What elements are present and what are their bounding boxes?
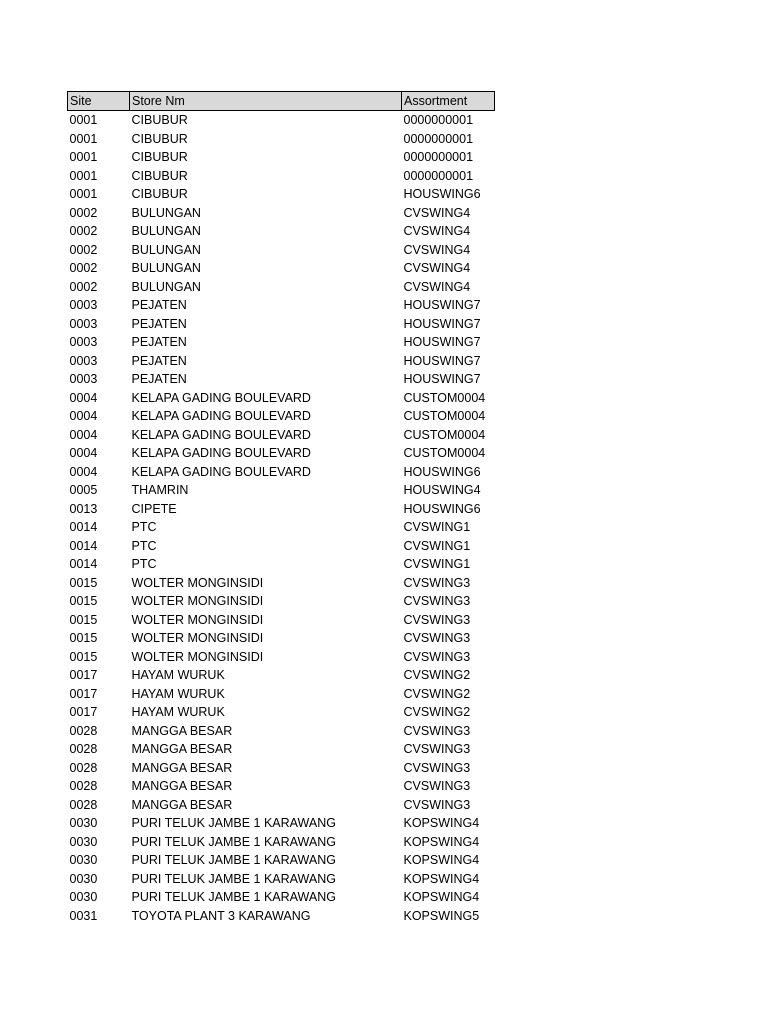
site-cell: 0002 [69, 242, 98, 257]
site-cell: 0003 [69, 353, 98, 368]
table-row [68, 222, 495, 241]
assortment-cell: HOUSWING7 [403, 316, 481, 331]
table-row [68, 370, 495, 389]
assortment-cell: CVSWING3 [403, 649, 471, 664]
store-name-cell: HAYAM WURUK [131, 705, 225, 720]
header-row [68, 92, 495, 111]
store-name-cell: PTC [131, 557, 157, 572]
store-name-cell: MANGGA BESAR [131, 742, 233, 757]
assortment-cell: CVSWING3 [403, 594, 471, 609]
site-cell: 0030 [69, 871, 98, 886]
site-cell: 0014 [69, 520, 98, 535]
table-body [68, 111, 495, 926]
table-row [68, 666, 495, 685]
site-cell: 0001 [69, 131, 98, 146]
table-row [68, 204, 495, 223]
table-row [68, 444, 495, 463]
assortment-cell: CVSWING4 [403, 279, 471, 294]
assortment-cell: CVSWING3 [403, 779, 471, 794]
site-cell: 0001 [69, 187, 98, 202]
store-name-cell: BULUNGAN [131, 242, 201, 257]
site-cell: 0028 [69, 723, 98, 738]
site-cell: 0003 [69, 298, 98, 313]
assortment-cell: CUSTOM0004 [403, 446, 486, 461]
table-row [68, 333, 495, 352]
store-name-cell: WOLTER MONGINSIDI [131, 594, 264, 609]
site-cell: 0003 [69, 316, 98, 331]
site-cell: 0003 [69, 335, 98, 350]
assortment-cell: HOUSWING7 [403, 353, 481, 368]
assortment-cell: CVSWING3 [403, 575, 471, 590]
store-name-cell: BULUNGAN [131, 279, 201, 294]
store-name-cell: WOLTER MONGINSIDI [131, 649, 264, 664]
store-name-cell: KELAPA GADING BOULEVARD [131, 464, 311, 479]
column-header-site: Site [68, 92, 130, 111]
assortment-cell: KOPSWING4 [403, 890, 480, 905]
assortment-cell: CVSWING3 [403, 631, 471, 646]
store-assortment-table [67, 91, 495, 925]
store-name-cell: HAYAM WURUK [131, 668, 225, 683]
table-row [68, 648, 495, 667]
assortment-cell: CUSTOM0004 [403, 390, 486, 405]
table-row [68, 574, 495, 593]
table-row [68, 851, 495, 870]
table-row [68, 833, 495, 852]
assortment-cell: KOPSWING5 [403, 908, 480, 923]
site-cell: 0002 [69, 205, 98, 220]
site-cell: 0031 [69, 908, 98, 923]
table-row [68, 167, 495, 186]
store-name-cell: PEJATEN [131, 316, 187, 331]
table-row [68, 407, 495, 426]
assortment-cell: CVSWING2 [403, 668, 471, 683]
site-cell: 0002 [69, 224, 98, 239]
site-cell: 0015 [69, 612, 98, 627]
site-cell: 0004 [69, 427, 98, 442]
site-cell: 0017 [69, 686, 98, 701]
site-cell: 0015 [69, 594, 98, 609]
site-cell: 0030 [69, 853, 98, 868]
assortment-cell: CVSWING2 [403, 686, 471, 701]
assortment-cell: CVSWING4 [403, 261, 471, 276]
site-cell: 0005 [69, 483, 98, 498]
store-name-cell: PTC [131, 538, 157, 553]
assortment-cell: KOPSWING4 [403, 816, 480, 831]
store-name-cell: CIBUBUR [131, 187, 188, 202]
store-name-cell: MANGGA BESAR [131, 723, 233, 738]
assortment-cell: 0000000001 [403, 113, 474, 128]
site-cell: 0004 [69, 390, 98, 405]
table-row [68, 315, 495, 334]
store-name-cell: WOLTER MONGINSIDI [131, 612, 264, 627]
site-cell: 0003 [69, 372, 98, 387]
site-cell: 0013 [69, 501, 98, 516]
site-cell: 0001 [69, 113, 98, 128]
site-cell: 0004 [69, 409, 98, 424]
assortment-cell: KOPSWING4 [403, 853, 480, 868]
assortment-cell: HOUSWING6 [403, 501, 481, 516]
assortment-cell: HOUSWING7 [403, 335, 481, 350]
table-row [68, 148, 495, 167]
table-row [68, 278, 495, 297]
table-row [68, 685, 495, 704]
table-row [68, 500, 495, 519]
store-name-cell: CIBUBUR [131, 131, 188, 146]
store-name-cell: PURI TELUK JAMBE 1 KARAWANG [131, 853, 336, 868]
store-name-cell: BULUNGAN [131, 224, 201, 239]
store-name-cell: KELAPA GADING BOULEVARD [131, 427, 311, 442]
site-cell: 0001 [69, 150, 98, 165]
site-cell: 0015 [69, 575, 98, 590]
site-cell: 0015 [69, 649, 98, 664]
store-name-cell: CIPETE [131, 501, 177, 516]
assortment-cell: KOPSWING4 [403, 871, 480, 886]
assortment-cell: CVSWING3 [403, 742, 471, 757]
site-cell: 0030 [69, 890, 98, 905]
table-row [68, 463, 495, 482]
column-header-assortment: Assortment [402, 92, 495, 111]
assortment-cell: CVSWING4 [403, 205, 471, 220]
assortment-cell: KOPSWING4 [403, 834, 480, 849]
site-cell: 0004 [69, 464, 98, 479]
assortment-cell: HOUSWING7 [403, 372, 481, 387]
column-header-store-name: Store Nm [130, 92, 402, 111]
site-cell: 0004 [69, 446, 98, 461]
store-name-cell: PTC [131, 520, 157, 535]
table-row [68, 555, 495, 574]
table-row [68, 777, 495, 796]
table-row [68, 185, 495, 204]
assortment-cell: HOUSWING7 [403, 298, 481, 313]
assortment-cell: HOUSWING6 [403, 464, 481, 479]
store-name-cell: BULUNGAN [131, 261, 201, 276]
table-row [68, 759, 495, 778]
site-cell: 0028 [69, 779, 98, 794]
assortment-cell: CVSWING1 [403, 538, 471, 553]
site-cell: 0017 [69, 705, 98, 720]
table-row [68, 352, 495, 371]
table-row [68, 796, 495, 815]
store-name-cell: MANGGA BESAR [131, 779, 233, 794]
table-row [68, 426, 495, 445]
assortment-cell: CVSWING2 [403, 705, 471, 720]
assortment-cell: CUSTOM0004 [403, 409, 486, 424]
table-row [68, 259, 495, 278]
table-row [68, 296, 495, 315]
assortment-cell: CVSWING3 [403, 723, 471, 738]
store-name-cell: KELAPA GADING BOULEVARD [131, 409, 311, 424]
site-cell: 0028 [69, 760, 98, 775]
site-cell: 0028 [69, 742, 98, 757]
assortment-cell: CVSWING1 [403, 557, 471, 572]
site-cell: 0002 [69, 261, 98, 276]
table-row [68, 740, 495, 759]
table-row [68, 611, 495, 630]
store-name-cell: TOYOTA PLANT 3 KARAWANG [131, 908, 311, 923]
site-cell: 0014 [69, 557, 98, 572]
store-name-cell: PEJATEN [131, 298, 187, 313]
store-name-cell: THAMRIN [131, 483, 189, 498]
site-cell: 0001 [69, 168, 98, 183]
site-cell: 0030 [69, 816, 98, 831]
table-row [68, 907, 495, 926]
assortment-cell: CVSWING3 [403, 612, 471, 627]
table-row [68, 241, 495, 260]
assortment-cell: 0000000001 [403, 150, 474, 165]
store-name-cell: WOLTER MONGINSIDI [131, 575, 264, 590]
store-name-cell: CIBUBUR [131, 150, 188, 165]
store-name-cell: PURI TELUK JAMBE 1 KARAWANG [131, 834, 336, 849]
store-name-cell: PURI TELUK JAMBE 1 KARAWANG [131, 871, 336, 886]
assortment-cell: CVSWING3 [403, 760, 471, 775]
table-row [68, 629, 495, 648]
table-row [68, 481, 495, 500]
site-cell: 0014 [69, 538, 98, 553]
assortment-cell: CVSWING4 [403, 242, 471, 257]
assortment-cell: HOUSWING6 [403, 187, 481, 202]
store-name-cell: PEJATEN [131, 335, 187, 350]
assortment-cell: CUSTOM0004 [403, 427, 486, 442]
table-row [68, 814, 495, 833]
table-row [68, 111, 495, 130]
site-cell: 0028 [69, 797, 98, 812]
store-name-cell: HAYAM WURUK [131, 686, 225, 701]
store-name-cell: MANGGA BESAR [131, 760, 233, 775]
store-name-cell: PEJATEN [131, 372, 187, 387]
store-name-cell: PURI TELUK JAMBE 1 KARAWANG [131, 890, 336, 905]
site-cell: 0017 [69, 668, 98, 683]
store-name-cell: PEJATEN [131, 353, 187, 368]
assortment-cell: HOUSWING4 [403, 483, 481, 498]
table-row [68, 537, 495, 556]
table-row [68, 703, 495, 722]
table-row [68, 722, 495, 741]
site-cell: 0015 [69, 631, 98, 646]
store-name-cell: WOLTER MONGINSIDI [131, 631, 264, 646]
table-row [68, 592, 495, 611]
store-name-cell: KELAPA GADING BOULEVARD [131, 390, 311, 405]
site-cell: 0002 [69, 279, 98, 294]
assortment-cell: 0000000001 [403, 168, 474, 183]
assortment-cell: CVSWING3 [403, 797, 471, 812]
table-row [68, 888, 495, 907]
table-row [68, 389, 495, 408]
store-name-cell: BULUNGAN [131, 205, 201, 220]
table-row [68, 518, 495, 537]
site-cell: 0030 [69, 834, 98, 849]
store-name-cell: MANGGA BESAR [131, 797, 233, 812]
assortment-cell: 0000000001 [403, 131, 474, 146]
store-name-cell: PURI TELUK JAMBE 1 KARAWANG [131, 816, 336, 831]
table-row [68, 870, 495, 889]
table-row [68, 130, 495, 149]
store-name-cell: CIBUBUR [131, 168, 188, 183]
assortment-cell: CVSWING4 [403, 224, 471, 239]
store-name-cell: CIBUBUR [131, 113, 188, 128]
store-name-cell: KELAPA GADING BOULEVARD [131, 446, 311, 461]
assortment-cell: CVSWING1 [403, 520, 471, 535]
